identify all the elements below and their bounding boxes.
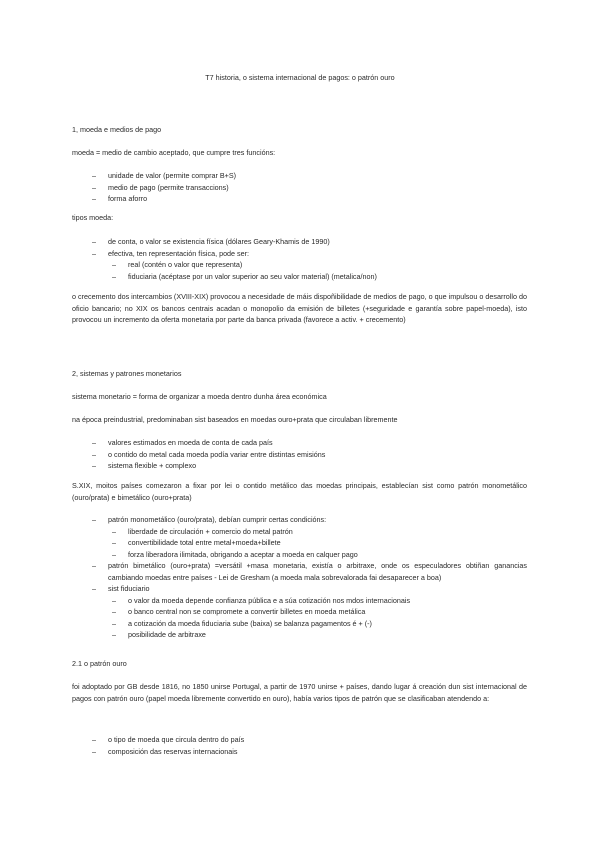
list-item: – de conta, o valor se existencia física (dólares Geary-Khamis de 1990): [72, 236, 527, 248]
sub-list-item: – liberdade de circulación + comercio do metal patrón: [72, 526, 527, 538]
list-item: – forma aforro: [72, 193, 527, 205]
paragraph-gold-standard: foi adoptado por GB desde 1816, no 1850 unirse Portugal, a partir de 1970 unirse + países, dando lugar á creación dun sist internacional de pagos con patrón ouro (papel moeda libremente convertido en ouro), había varios tipos de patrón que se clasificaban atendendo a:: [72, 682, 527, 703]
list-item: – patrón monometálico (ouro/prata), debían cumprir certas condicións:: [72, 514, 527, 526]
list-item: – medio de pago (permite transaccions): [72, 182, 527, 194]
money-types-label: tipos moeda:: [72, 213, 114, 222]
sub-list-item: – o banco central non se compromete a convertir billetes en moeda metálica: [72, 606, 527, 618]
list-item: – unidade de valor (permite comprar B+S): [72, 170, 527, 182]
section-1-heading: 1, moeda e medios de pago: [72, 125, 162, 134]
sub-list-item: – a cotización da moeda fiduciaria sube (baixa) se balanza pagamentos é + (-): [72, 618, 527, 630]
section-2-1-heading: 2.1 o patrón ouro: [72, 659, 127, 668]
money-types-list: [72, 236, 527, 282]
money-functions-list: [72, 170, 527, 205]
document-title: T7 historia, o sistema internacional de pagos: o patrón ouro: [205, 73, 395, 82]
sub-list-item: – fiduciaria (acéptase por un valor superior ao seu valor material) (metalica/non): [72, 271, 527, 283]
list-item: – efectiva, ten representación física, pode ser:: [72, 248, 527, 260]
list-item: – o contido do metal cada moeda podía variar entre distintas emisións: [72, 449, 527, 461]
section-2-heading: 2, sistemas y patrones monetarios: [72, 369, 182, 378]
paragraph-xix: S.XIX, moitos países comezaron a fixar por lei o contido metálico das moedas principais, establecían sist como patrón monometálico (ouro/prata) e bimetálico (ouro+prata): [72, 481, 527, 502]
money-definition: moeda = medio de cambio aceptado, que cumpre tres funcións:: [72, 148, 276, 157]
list-item: – sist fiduciario: [72, 583, 527, 595]
monetary-system-definition: sistema monetario = forma de organizar a moeda dentro dunha área económica: [72, 392, 327, 401]
standards-list: [72, 514, 527, 641]
list-item: – composición das reservas internacionais: [72, 746, 527, 758]
list-item: – valores estimados en moeda de conta de cada país: [72, 437, 527, 449]
gold-standard-list: [72, 734, 527, 757]
list-item: – patrón bimetálico (ouro+prata) =versátil +masa monetaria, existía o arbitraxe, onde os especuladores obtiñan ganancias cambiando moedas entre países - Lei de Gresham (a moeda mala sobrevalorada fai desaparecer a boa): [72, 560, 527, 583]
list-item: – sistema flexible + complexo: [72, 460, 527, 472]
paragraph-banking: o crecemento dos intercambios (XVIII-XIX) provocou a necesidade de máis dispoñibilidade de medios de pago, o que impulsou o desarrollo do oficio bancario; no XIX os bancos centrais acadan o monopolio da emisión de billetes (+seguridade e garantía sobre papel-moeda), isto provocou un incremento da oferta monetaria por parte da banca privada (favorece a activ. + crecemento): [72, 292, 527, 324]
preindustrial-list: [72, 437, 527, 472]
sub-list-item: – posibilidade de arbitraxe: [72, 629, 527, 641]
preindustrial-text: na época preindustrial, predominaban sist baseados en moedas ouro+prata que circulaban libremente: [72, 415, 398, 424]
sub-list-item: – o valor da moeda depende confianza pública e a súa cotización nos mdos internacionais: [72, 595, 527, 607]
sub-list-item: – real (contén o valor que representa): [72, 259, 527, 271]
sub-list-item: – convertibilidade total entre metal+moeda+billete: [72, 537, 527, 549]
list-item: – o tipo de moeda que circula dentro do país: [72, 734, 527, 746]
sub-list-item: – forza liberadora ilimitada, obrigando a aceptar a moeda en calquer pago: [72, 549, 527, 561]
